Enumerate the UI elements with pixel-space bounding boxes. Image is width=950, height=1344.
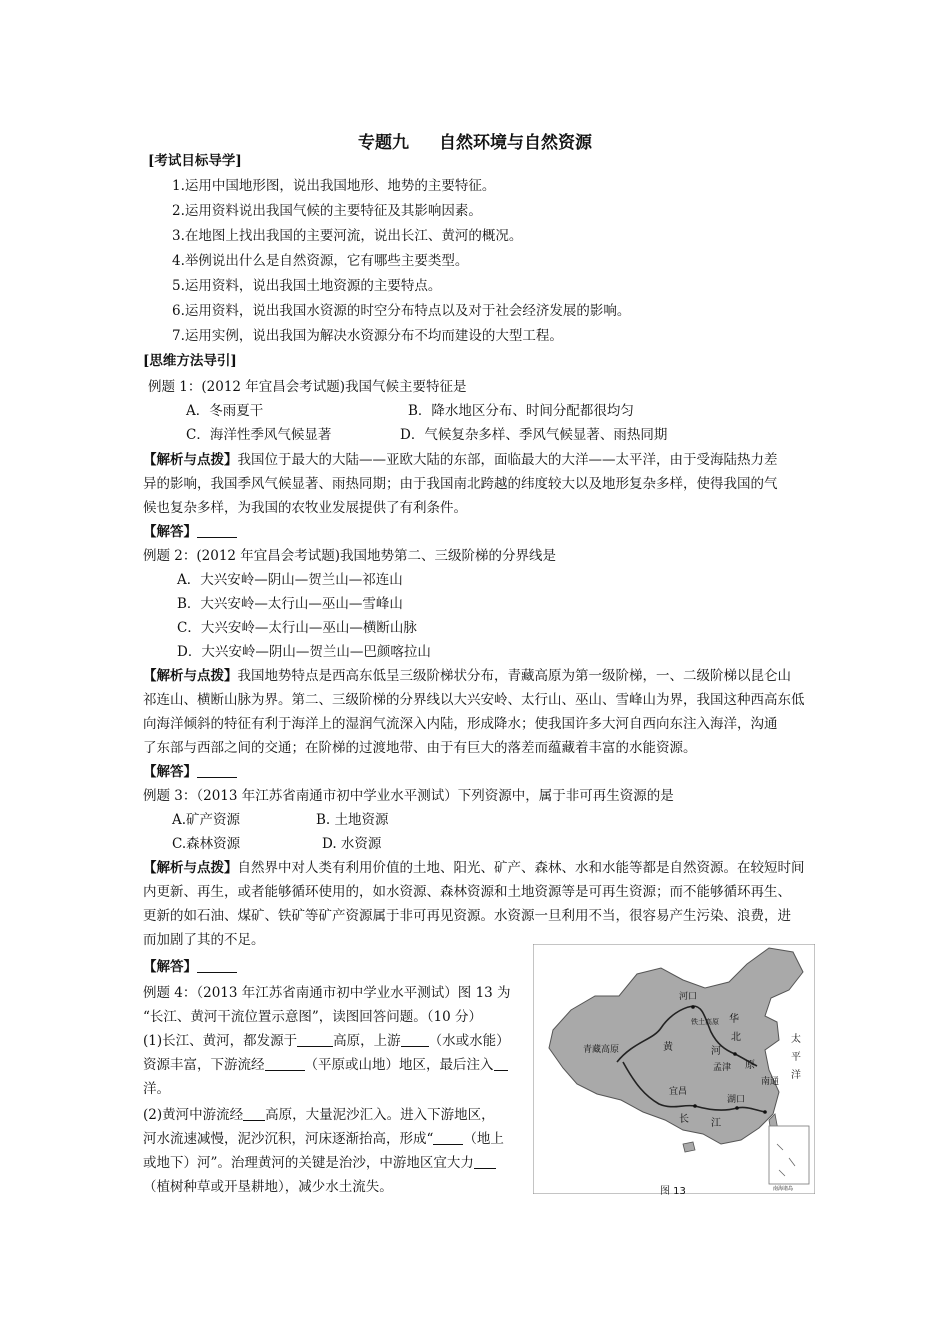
goal-item: 6.运用资料，说出我国水资源的时空分布特点以及对于社会经济发展的影响。: [172, 303, 631, 319]
goal-item: 3.在地图上找出我国的主要河流，说出长江、黄河的概况。: [172, 228, 523, 244]
example1-analysis-line: 候也复杂多样，为我国的农牧业发展提供了有利条件。: [143, 500, 467, 516]
answer-blank[interactable]: [265, 1056, 305, 1071]
goal-item: 1.运用中国地形图，说出我国地形、地势的主要特征。: [172, 178, 496, 194]
label-yang: 洋: [791, 1070, 801, 1081]
example2-analysis-line: 了东部与西部之间的交通；在阶梯的过渡地带、由于有巨大的落差而蕴藏着丰富的水能资源。: [143, 740, 697, 756]
label-huang: 黄: [663, 1042, 673, 1053]
label-chang: 长: [679, 1114, 689, 1125]
example1-option-c: C．海洋性季风气候显著: [186, 427, 332, 443]
example4-q1-line: (1)长江、黄河，都发源于 高原，上游 （水或水能）: [143, 1033, 510, 1049]
label-bei: 北: [731, 1032, 741, 1043]
label-mengjin: 孟津: [713, 1063, 732, 1073]
example4-q2-line: 或地下）河”。治理黄河的关键是治沙，中游地区宜大力: [143, 1153, 496, 1173]
answer-blank[interactable]: [433, 1130, 463, 1145]
label-south-sea: 南海诸岛: [773, 1186, 794, 1192]
label-ping: 平: [791, 1052, 801, 1063]
example4-stem: 例题 4：（2013 年江苏省南通市初中学业水平测试）图 13 为: [143, 985, 511, 1001]
example4-q2-line: （植树种草或开垦耕地），减少水土流失。: [143, 1179, 393, 1195]
label-jiang: 江: [711, 1118, 721, 1129]
example4-stem: “长江、黄河干流位置示意图”，读图回答问题。（10 分）: [143, 1009, 483, 1025]
china-rivers-map: [533, 944, 815, 1194]
goal-item: 2.运用资料说出我国气候的主要特征及其影响因素。: [172, 203, 482, 219]
example2-answer: 【解答】: [143, 762, 237, 782]
answer-blank[interactable]: [197, 763, 237, 778]
example3-analysis-line: 更新的如石油、煤矿、铁矿等矿产资源属于非可再见资源。水资源一旦利用不当，很容易产生污染、浪费，进: [143, 908, 791, 924]
goal-item: 5.运用资料，说出我国土地资源的主要特点。: [172, 278, 442, 294]
south-sea-inset: [769, 1126, 809, 1184]
page-title: 专题九 自然环境与自然资源: [358, 133, 592, 153]
answer-blank[interactable]: [494, 1056, 508, 1071]
example2-analysis-line: 【解析与点拨】我国地势特点是西高东低呈三级阶梯状分布，青藏高原为第一级阶梯，一、二级阶梯以昆仑山: [143, 668, 791, 684]
figure-caption: 图 13: [660, 1186, 686, 1197]
example2-analysis-line: 祁连山、横断山脉为界。第二、三级阶梯的分界线以大兴安岭、太行山、巫山、雪峰山为界，我国这种西高东低: [143, 692, 805, 708]
example3-analysis-line: 内更新、再生，或者能够循环使用的，如水资源、森林资源和土地资源等是可再生资源；而不能够循环再生、: [143, 884, 791, 900]
example3-option-d: D. 水资源: [322, 836, 382, 852]
example1-option-b: B．降水地区分布、时间分配都很均匀: [408, 403, 634, 419]
example4-q2-line: 河水流速减慢，泥沙沉积，河床逐渐抬高，形成“ （地上: [143, 1131, 504, 1147]
goal-item: 7.运用实例，说出我国为解决水资源分布不均而建设的大型工程。: [172, 328, 563, 344]
example2-option-b: B．大兴安岭—太行山—巫山—雪峰山: [177, 596, 403, 612]
label-hekou: 河口: [679, 992, 698, 1002]
example2-option-c: C．大兴安岭—太行山—巫山—横断山脉: [177, 620, 417, 636]
analysis-tag: 【解析与点拨】: [143, 452, 238, 468]
example4-q2-line: (2)黄河中游流经 高原，大量泥沙汇入。进入下游地区，: [143, 1107, 495, 1123]
label-he: 河: [711, 1046, 721, 1057]
section-heading-exam-goals: [考试目标导学]: [148, 153, 242, 169]
example1-analysis-line: 【解析与点拨】我国位于最大的大陆——亚欧大陆的东部，面临最大的大洋——太平洋，由于受海陆热力差: [143, 452, 778, 468]
label-nantong: 南通: [761, 1077, 780, 1087]
answer-blank[interactable]: [401, 1032, 429, 1047]
section-heading-method: [思维方法导引]: [143, 353, 237, 369]
example3-answer: 【解答】: [143, 957, 237, 977]
label-loess: 铁土高原: [691, 1018, 719, 1026]
example1-answer: 【解答】: [143, 522, 237, 542]
label-hukou: 湖口: [727, 1095, 746, 1105]
label-yuan: 原: [745, 1060, 755, 1071]
example1-analysis-line: 异的影响，我国季风气候显著、雨热同期；由于我国南北跨越的纬度较大以及地形复杂多样，使得我国的气: [143, 476, 778, 492]
example3-option-b: B. 土地资源: [316, 812, 389, 828]
example3-analysis-line: 【解析与点拨】自然界中对人类有利用价值的土地、阳光、矿产、森林、水和水能等都是自然资源。在较短时间: [143, 860, 805, 876]
example3-stem: 例题 3：（2013 年江苏省南通市初中学业水平测试）下列资源中，属于非可再生资源的是: [143, 788, 674, 804]
answer-blank[interactable]: [243, 1106, 265, 1121]
example3-option-a: A.矿产资源: [172, 812, 241, 828]
example2-option-a: A．大兴安岭—阴山—贺兰山—祁连山: [177, 572, 403, 588]
example1-option-a: A．冬雨夏干: [186, 403, 264, 419]
answer-blank[interactable]: [197, 523, 237, 538]
goal-item: 4.举例说出什么是自然资源，它有哪些主要类型。: [172, 253, 469, 269]
example2-stem: 例题 2：(2012 年宜昌会考试题)我国地势第二、三级阶梯的分界线是: [143, 548, 557, 564]
example2-option-d: D．大兴安岭—阴山—贺兰山—巴颜喀拉山: [177, 644, 431, 660]
example1-option-d: D．气候复杂多样、季风气候显著、雨热同期: [400, 427, 668, 443]
analysis-tag: 【解析与点拨】: [143, 860, 238, 876]
answer-blank[interactable]: [297, 1032, 333, 1047]
example4-q1-line: 洋。: [143, 1081, 170, 1097]
label-yichang: 宜昌: [669, 1087, 688, 1097]
answer-blank[interactable]: [474, 1154, 496, 1169]
label-tai: 太: [791, 1034, 801, 1045]
label-hua: 华: [729, 1014, 739, 1025]
example3-analysis-line: 而加剧了其的不足。: [143, 932, 265, 948]
example1-stem: 例题 1：(2012 年宜昌会考试题)我国气候主要特征是: [148, 379, 467, 395]
example4-q1-line: 资源丰富，下游流经 （平原或山地）地区，最后注入: [143, 1055, 508, 1075]
example2-analysis-line: 向海洋倾斜的特征有利于海洋上的湿润气流深入内陆，形成降水；使我国许多大河自西向东注入海洋，沟通: [143, 716, 778, 732]
answer-blank[interactable]: [197, 958, 237, 973]
analysis-tag: 【解析与点拨】: [143, 668, 238, 684]
example3-option-c: C.森林资源: [172, 836, 241, 852]
label-qinghai-tibet: 青藏高原: [583, 1045, 620, 1055]
hainan: [683, 1142, 695, 1152]
